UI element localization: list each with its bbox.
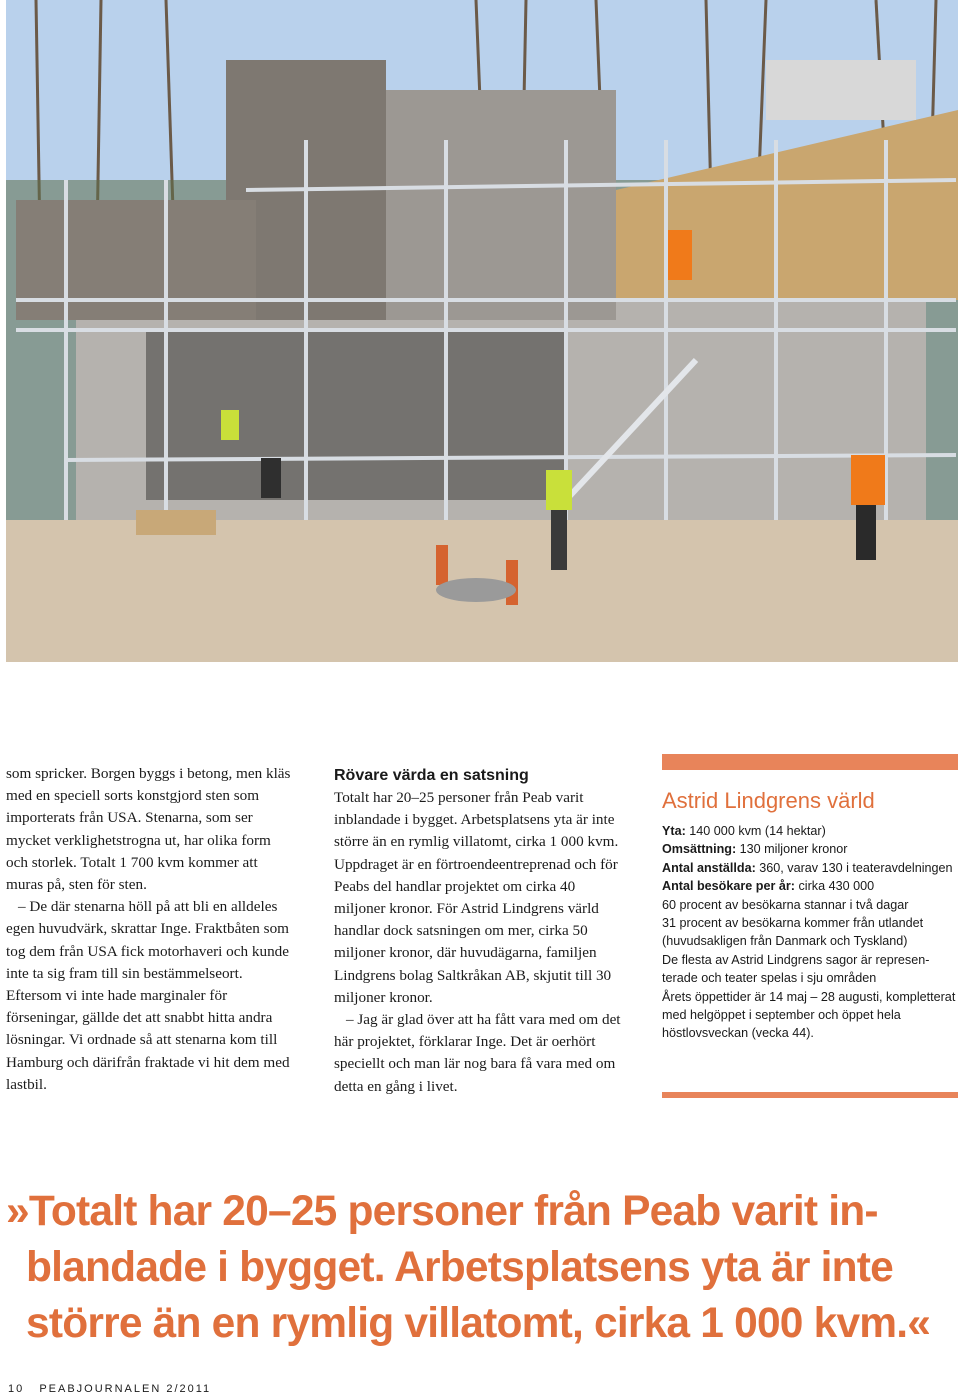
page-number: 10 (8, 1383, 25, 1395)
section-heading: Rövare värda en satsning (334, 767, 529, 784)
pull-quote-line: blandade i bygget. Arbetsplatsens yta är inte (26, 1244, 893, 1291)
fact-item: De flesta av Astrid Lindgrens sagor är representerade och teater spelas i sju områden (662, 952, 930, 986)
building-opening (146, 330, 566, 500)
paragraph: – De där stenarna höll på att bli en alldeles egen huvudvärk, skrattar Inge. Fraktbåten som tog dem från USA fick motorhaveri och kunde inte ta sig fram till sin bestämmelseort. Eftersom vi inte hade marginaler för förseningar, gällde det att snabbt hitta andra lösningar. Vi ordnade så att stenarna kom till Hamburg och därifrån fraktade vi hit dem med lastbil. (6, 898, 290, 1093)
column-1 (6, 763, 296, 1096)
fact-item: Yta: 140 000 kvm (14 hektar) (662, 824, 826, 838)
fact-item: Årets öppettider är 14 maj – 28 augusti, kompletterat med helgöppet i september och öppet hela höstlovsveckan (vecka 44). (662, 989, 956, 1041)
construction-photo (6, 0, 958, 662)
manhole (436, 578, 516, 602)
publication-name: PEABJOURNALEN 2/2011 (39, 1383, 212, 1395)
paragraph: som spricker. Borgen byggs i betong, men kläs med en speciell sorts konstgjord sten som importerats från USA. Stenarna, som ser mycket verklighetstrogna ut, har olika form och storlek. Totalt 1 700 kvm kommer att muras på, sten för sten. (6, 765, 291, 894)
castle-construction-illustration (6, 0, 958, 662)
page-footer (8, 1383, 211, 1395)
pull-quote (6, 1184, 958, 1352)
fact-box (662, 754, 958, 1098)
paragraph: Totalt har 20–25 personer från Peab varit inblandade i bygget. Arbetsplatsens yta är inte större än en rymlig villatomt, cirka 1 000 kvm. Uppdraget är en förtroendeentreprenad och för Peabs del handlar projektet om cirka 40 miljoner kronor. För Astrid Lindgrens värld handlar dock satsningen om mer, cirka 50 miljoner kronor, där huvudägarna, familjen Lindgrens bolag Saltkråkan AB, skjutit till 30 miljoner kronor. (334, 789, 619, 1006)
fact-item: 60 procent av besökarna stannar i två dagar (662, 897, 909, 912)
fact-item: 31 procent av besökarna kommer från utlandet (huvudsakligen från Danmark och Tyskland) (662, 916, 924, 949)
pipe-left (436, 545, 448, 585)
fact-item: Omsättning: 130 miljoner kronor (662, 842, 848, 857)
concrete-tower (386, 90, 616, 320)
pallet (136, 510, 216, 535)
roof-tower (766, 60, 916, 120)
paragraph: – Jag är glad över att ha fått vara med om det här projektet, förklarar Inge. Det är oerhört speciellt och man lär nog bara få vara med om detta en gång i livet. (334, 1011, 621, 1095)
fact-item: Antal besökare per år: cirka 430 000 (662, 879, 875, 894)
column-2 (334, 766, 624, 1098)
pull-quote-line: »Totalt har 20–25 personer från Peab varit in- (6, 1188, 878, 1235)
fact-item: Antal anställda: 360, varav 130 i teateravdelningen (662, 860, 953, 875)
pipe-right (506, 560, 518, 605)
pull-quote-line: större än en rymlig villatomt, cirka 1 000 kvm.« (26, 1300, 931, 1347)
fact-box-title: Astrid Lindgrens värld (662, 788, 875, 813)
